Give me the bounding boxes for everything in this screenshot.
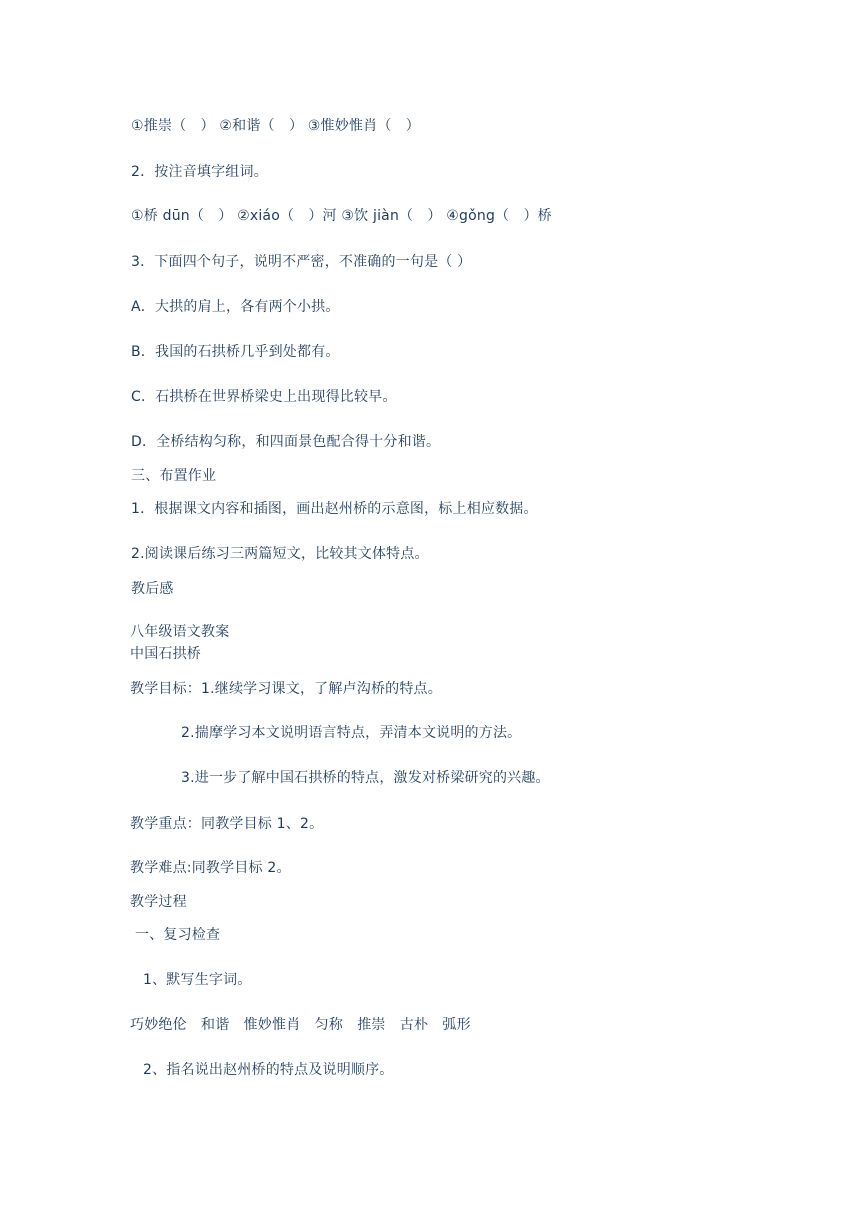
lesson-title: 中国石拱桥 xyxy=(130,646,201,662)
teaching-goal-2: 2.揣摩学习本文说明语言特点，弄清本文说明的方法。 xyxy=(181,725,522,741)
vocabulary-list: 巧妙绝伦 和谐 惟妙惟肖 匀称 推崇 古朴 弧形 xyxy=(130,1017,471,1033)
exercise-3-heading: 3．下面四个句子，说明不严密，不准确的一句是（ ） xyxy=(131,254,472,270)
option-a: A．大拱的肩上，各有两个小拱。 xyxy=(131,299,340,315)
section-homework-heading: 三、布置作业 xyxy=(131,468,217,484)
exercise-2-items: ①桥 dūn（ ） ②xiáo（ ）河 ③饮 jiàn（ ） ④gǒng（ ）桥 xyxy=(131,208,552,224)
teaching-goal-1: 教学目标：1.继续学习课文，了解卢沟桥的特点。 xyxy=(130,681,442,697)
option-d: D．全桥结构匀称，和四面景色配合得十分和谐。 xyxy=(131,434,441,450)
exercise-2-heading: 2．按注音填字组词。 xyxy=(131,164,268,180)
teaching-process-heading: 教学过程 xyxy=(130,894,187,910)
document-title: 八年级语文教案 xyxy=(130,624,230,640)
homework-item-2: 2.阅读课后练习三两篇短文，比较其文体特点。 xyxy=(131,546,429,562)
review-item-2: 2、指名说出赵州桥的特点及说明顺序。 xyxy=(143,1062,394,1078)
option-b: B．我国的石拱桥几乎到处都有。 xyxy=(131,344,340,360)
teaching-key-point: 教学重点：同教学目标 1、2。 xyxy=(130,816,324,832)
teaching-goal-3: 3.进一步了解中国石拱桥的特点，激发对桥梁研究的兴趣。 xyxy=(181,770,550,786)
review-item-1: 1、默写生字词。 xyxy=(143,972,252,988)
homework-item-1: 1．根据课文内容和插图，画出赵州桥的示意图，标上相应数据。 xyxy=(131,501,538,517)
reflection-heading: 教后感 xyxy=(131,581,174,597)
option-c: C．石拱桥在世界桥梁史上出现得比较早。 xyxy=(131,389,397,405)
section-review-heading: 一、复习检查 xyxy=(135,927,221,943)
teaching-difficulty: 教学难点:同教学目标 2。 xyxy=(130,860,291,876)
exercise-1-options: ①推崇（ ） ②和谐（ ） ③惟妙惟肖（ ） xyxy=(131,118,420,134)
